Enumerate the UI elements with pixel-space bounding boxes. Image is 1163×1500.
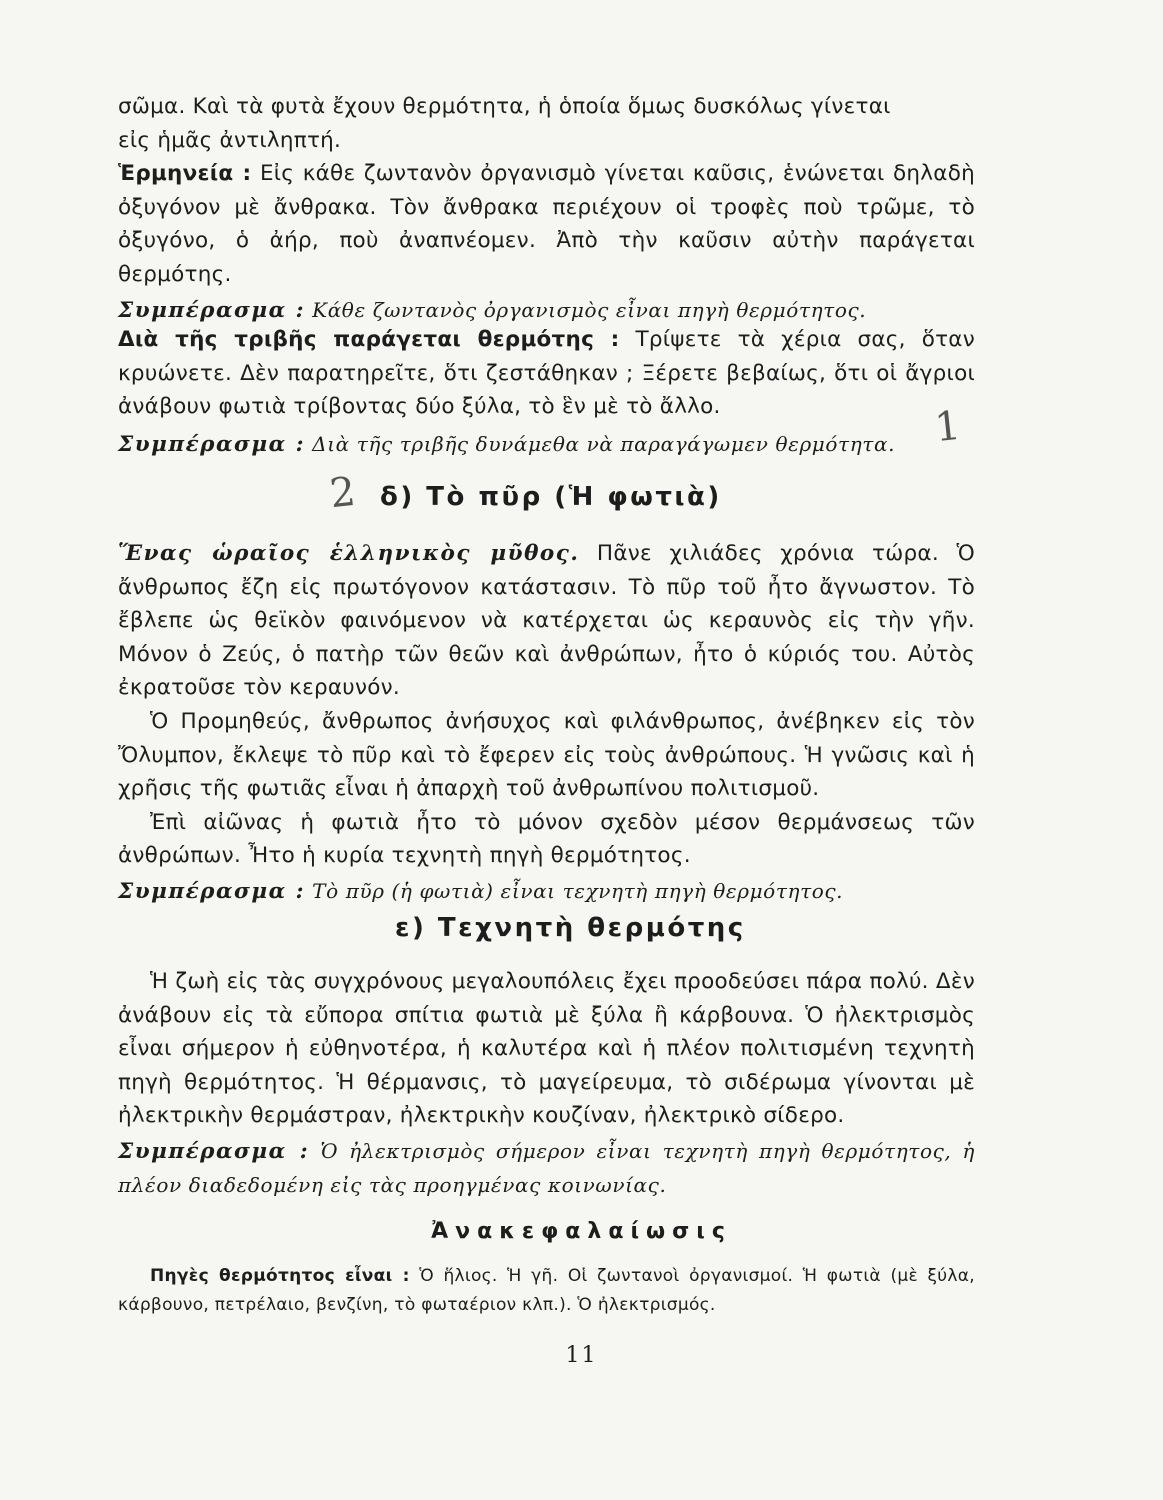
text-block-fire — [118, 537, 975, 909]
interpretation-text: Εἰς κάθε ζωντανὸν ὀργανισμὸ γίνεται καῦσις, ἑνώνεται δηλαδὴ ὀξυγόνον μὲ ἄνθρακα. Τὸν ἄνθρακα περιέχουν οἱ τροφὲς ποὺ τρῶμε, τὸ ὀξυγόνο, ὁ ἀήρ, ποὺ ἀναπνέομεν. Ἀπὸ τὴν καῦσιν αὐτὴν παράγεται θερμότης. — [118, 161, 975, 287]
handwritten-mark-1: 1 — [932, 402, 963, 452]
conclusion-4 — [118, 1135, 975, 1202]
section-heading-fire: δ) Τὸ πῦρ (Ἡ φωτιὰ) — [380, 482, 722, 512]
summary-label: Πηγὲς θερμότητος εἶναι : — [150, 1266, 410, 1286]
text-block-friction — [118, 323, 975, 461]
conclusion-label: Συμπέρασμα : — [118, 431, 306, 457]
conclusion-text: Διὰ τῆς τριβῆς δυνάμεθα νὰ παραγάγωμεν θερμότητα. — [312, 431, 896, 456]
summary-heading: Ἀνακεφαλαίωσις — [431, 1219, 732, 1244]
summary-paragraph — [118, 1262, 975, 1320]
friction-label: Διὰ τῆς τριβῆς παράγεται θερμότης : — [118, 327, 620, 352]
conclusion-2 — [118, 428, 975, 462]
paragraph-myth — [118, 537, 975, 705]
text-block-artificial-heat — [118, 965, 975, 1202]
conclusion-text: Τὸ πῦρ (ἡ φωτιὰ) εἶναι τεχνητὴ πηγὴ θερμότητος. — [312, 878, 844, 903]
myth-text: Πᾶνε χιλιάδες χρόνια τώρα. Ὁ ἄνθρωπος ἔζη εἰς πρωτόγονον κατάστασιν. Τὸ πῦρ τοῦ ἦτο ἄγνωστον. Τὸ ἔβλεπε ὡς θεϊκὸν φαινόμενον νὰ κατέρχεται ὡς κεραυνὸς εἰς τὴν γῆν. Μόνον ὁ Ζεύς, ὁ πατὴρ τῶν θεῶν καὶ ἀνθρώπων, ἦτο ὁ κύριός του. Αὐτὸς ἐκρατοῦσε τὸν κεραυνόν. — [118, 541, 975, 701]
paragraph-electricity: Ἡ ζωὴ εἰς τὰς συγχρόνους μεγαλουπόλεις ἔχει προοδεύσει πάρα πολύ. Δὲν ἀνάβουν εἰς τὰ εὔπορα σπίτια φωτιὰ μὲ ξύλα ἢ κάρβουνα. Ὁ ἠλεκτρισμὸς εἶναι σήμερον ἡ εὐθηνοτέρα, ἡ καλυτέρα καὶ ἡ πλέον πολιτισμένη τεχνητὴ πηγὴ θερμότητος. Ἡ θέρμανσις, τὸ μαγείρευμα, τὸ σιδέρωμα γίνονται μὲ ἠλεκτρικὴν θερμάστραν, ἠλεκτρικὴν κουζίναν, ἠλεκτρικὸ σίδερο. — [118, 969, 975, 1129]
page-number: 11 — [565, 1343, 598, 1368]
conclusion-label: Συμπέρασμα : — [118, 297, 306, 323]
summary-block — [118, 1262, 975, 1320]
paragraph-plants — [118, 90, 975, 157]
text-line: εἰς ἡμᾶς ἀντιληπτή. — [118, 127, 342, 153]
interpretation-label: Ἑρμηνεία : — [118, 161, 252, 187]
text-block-living-organisms — [118, 90, 975, 327]
conclusion-text: Κάθε ζωντανὸς ὀργανισμὸς εἶναι πηγὴ θερμότητος. — [312, 297, 867, 322]
paragraph-interpretation — [118, 157, 975, 291]
text-line: σῶμα. Καὶ τὰ φυτὰ ἔχουν θερμότητα, ἡ ὁποία ὅμως δυσκόλως γίνεται — [118, 94, 891, 119]
friction-text: Τρίψετε τὰ χέρια σας, ὅταν κρυώνετε. Δὲν παρατηρεῖτε, ὅτι ζεστάθηκαν ; Ξέρετε βεβαίως, ὅτι οἱ ἄγριοι ἀνάβουν φωτιὰ τρίβοντας δύο ξύλα, τὸ ἓν μὲ τὸ ἄλλο. — [118, 327, 975, 420]
conclusion-3 — [118, 875, 975, 909]
summary-text: Ὁ ἥλιος. Ἡ γῆ. Οἱ ζωντανοὶ ὀργανισμοί. Ἡ φωτιὰ (μὲ ξύλα, κάρβουνο, πετρέλαιο, βενζίνη, τὸ φωταέριον κλπ.). Ὁ ἠλεκτρισμός. — [118, 1266, 975, 1315]
conclusion-text: Ὁ ἠλεκτρισμὸς σήμερον εἶναι τεχνητὴ πηγὴ θερμότητος, ἡ πλέον διαδεδομένη εἰς τὰς προηγμένας κοινωνίας. — [118, 1138, 975, 1197]
conclusion-label: Συμπέρασμα : — [118, 878, 306, 904]
paragraph-prometheus: Ὁ Προμηθεύς, ἄνθρωπος ἀνήσυχος καὶ φιλάνθρωπος, ἀνέβηκεν εἰς τὸν Ὄλυμπον, ἔκλεψε τὸ πῦρ καὶ τὸ ἔφερεν εἰς τοὺς ἀνθρώπους. Ἡ γνῶσις καὶ ἡ χρῆσις τῆς φωτιᾶς εἶναι ἡ ἀπαρχὴ τοῦ ἀνθρωπίνου πολιτισμοῦ. — [118, 708, 975, 802]
handwritten-mark-2: 2 — [327, 468, 358, 518]
paragraph-friction — [118, 323, 975, 424]
conclusion-label: Συμπέρασμα : — [118, 1138, 310, 1164]
section-heading-artificial-heat: ε) Τεχνητὴ θερμότης — [395, 913, 746, 943]
myth-label: Ἕνας ὡραῖος ἑλληνικὸς μῦθος. — [118, 541, 580, 566]
paragraph-centuries: Ἐπὶ αἰῶνας ἡ φωτιὰ ἦτο τὸ μόνον σχεδὸν μέσον θερμάνσεως τῶν ἀνθρώπων. Ἦτο ἡ κυρία τεχνητὴ πηγὴ θερμότητος. — [118, 809, 975, 869]
